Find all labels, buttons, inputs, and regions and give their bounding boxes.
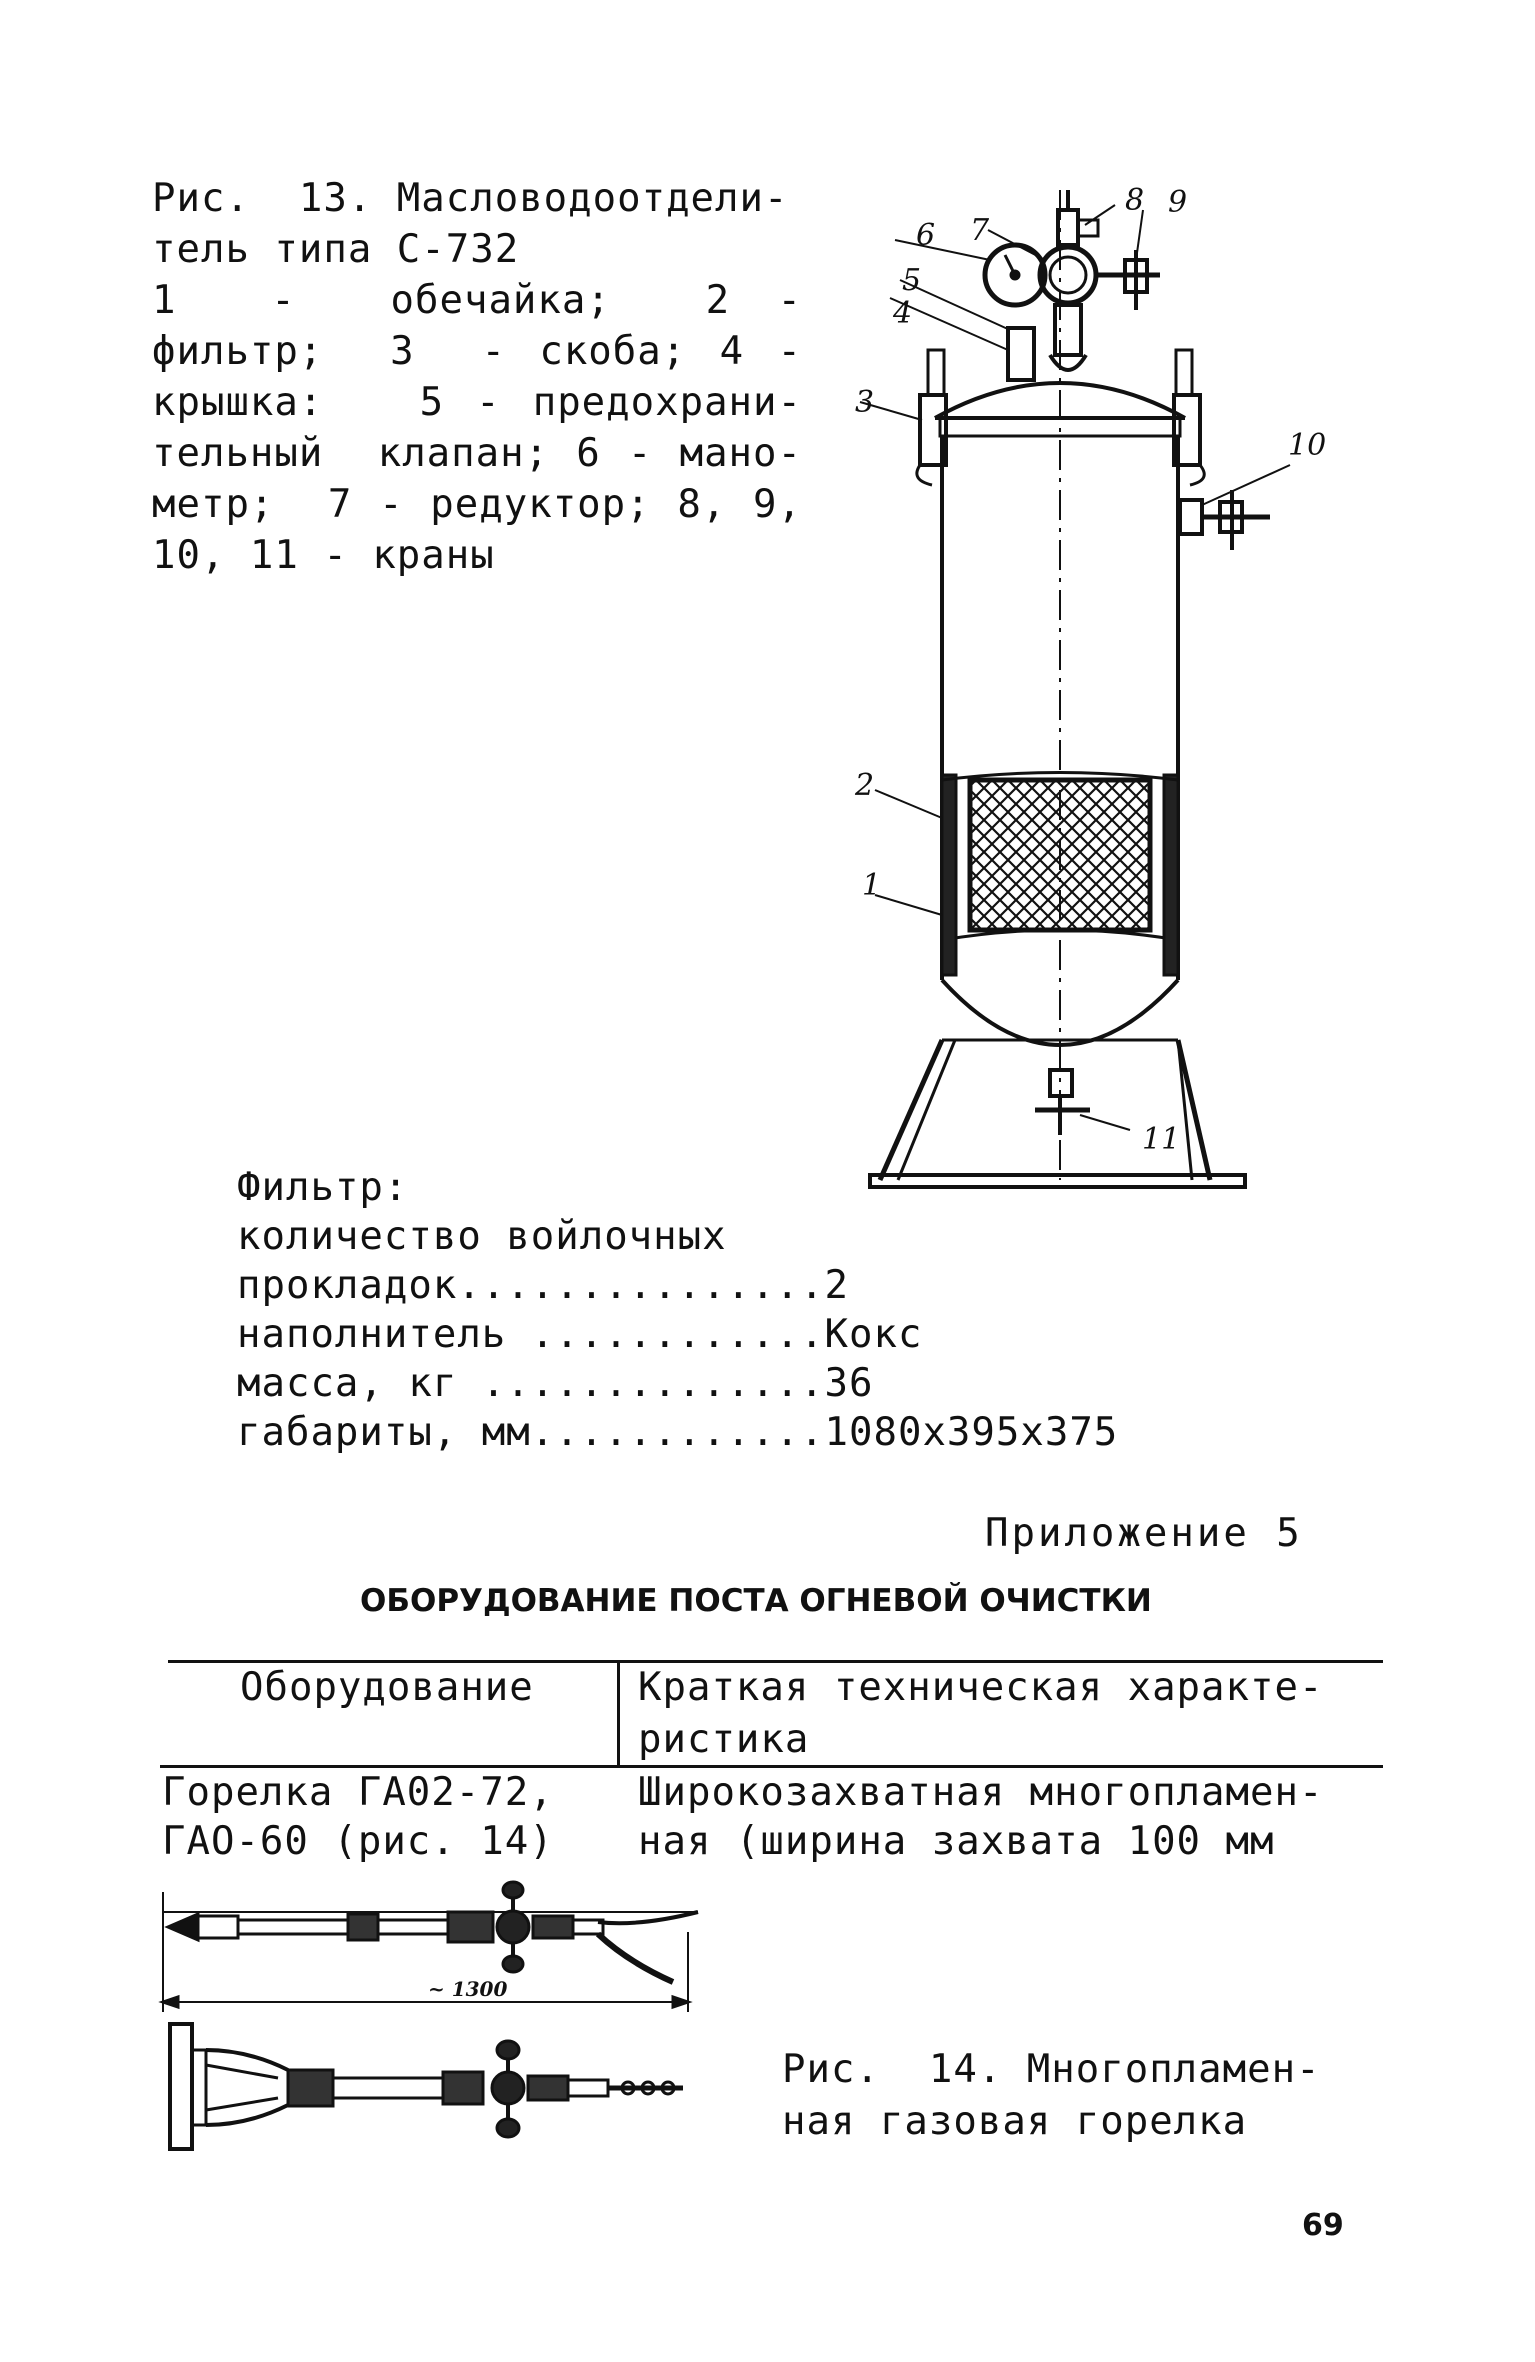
part-label-2: 2 [855,768,875,803]
fig13-legend-line: метр; 7 - редуктор; 8, 9, [152,482,802,527]
part-label-10: 10 [1288,428,1327,463]
part-label-8: 8 [1125,183,1145,218]
table-cell-equipment: Горелка ГА02-72, ГАО-60 (рис. 14) [162,1770,554,1864]
table-header-equipment: Оборудование [240,1665,534,1710]
appendix-label: Приложение 5 [985,1511,1303,1556]
part-label-3: 3 [855,385,875,420]
part-label-11: 11 [1142,1122,1181,1157]
burner-drawing-side [158,1872,713,2032]
specs-row: количество войлочных [237,1214,727,1259]
specs-row: прокладок...............2 [237,1263,849,1308]
filter-specs [237,1163,1217,1457]
section-title: ОБОРУДОВАНИЕ ПОСТА ОГНЕВОЙ ОЧИСТКИ [360,1583,1152,1619]
specs-heading: Фильтр: [237,1165,409,1210]
fig14-caption-line2: ная газовая горелка [782,2099,1248,2144]
fig13-legend-line: крышка: 5 - предохрани- [152,380,802,425]
part-label-7: 7 [970,213,990,248]
part-label-1: 1 [862,868,882,903]
burner-drawing-top [158,2020,703,2155]
specs-row: масса, кг ..............36 [237,1361,874,1406]
page-number: 69 [1302,2208,1344,2243]
fig13-caption-line1: Рис. 13. Масловодоотдели- [152,176,789,221]
specs-row: габариты, мм............1080х395х375 [237,1410,1119,1455]
specs-row: наполнитель ............Кокс [237,1312,923,1357]
fig14-caption [782,2044,1321,2148]
fig13-legend-line: 1 - обечайка; 2 - [152,278,802,323]
fig14-caption-line1: Рис. 14. Многопламен- [782,2047,1321,2092]
burner-dimension-label: ~ 1300 [428,1977,508,2001]
fig13-caption-line2: тель типа С-732 [152,227,520,272]
table-header-characteristics: Краткая техническая характе- ристика [638,1665,1324,1762]
table-cell-characteristics: Широкозахватная многопламен- ная (ширина захвата 100 мм [638,1770,1324,1864]
table-column-divider [617,1660,620,1767]
fig13-legend-line: 10, 11 - краны [152,533,495,578]
fig13-caption [152,173,802,581]
part-label-6: 6 [916,218,936,253]
part-label-5: 5 [902,263,922,298]
part-label-4: 4 [893,296,913,331]
fig13-legend-line: тельный клапан; 6 - мано- [152,431,802,476]
separator-drawing [840,180,1280,1200]
fig13-legend-line: фильтр; 3 - скоба; 4 - [152,329,802,374]
part-label-9: 9 [1168,185,1188,220]
